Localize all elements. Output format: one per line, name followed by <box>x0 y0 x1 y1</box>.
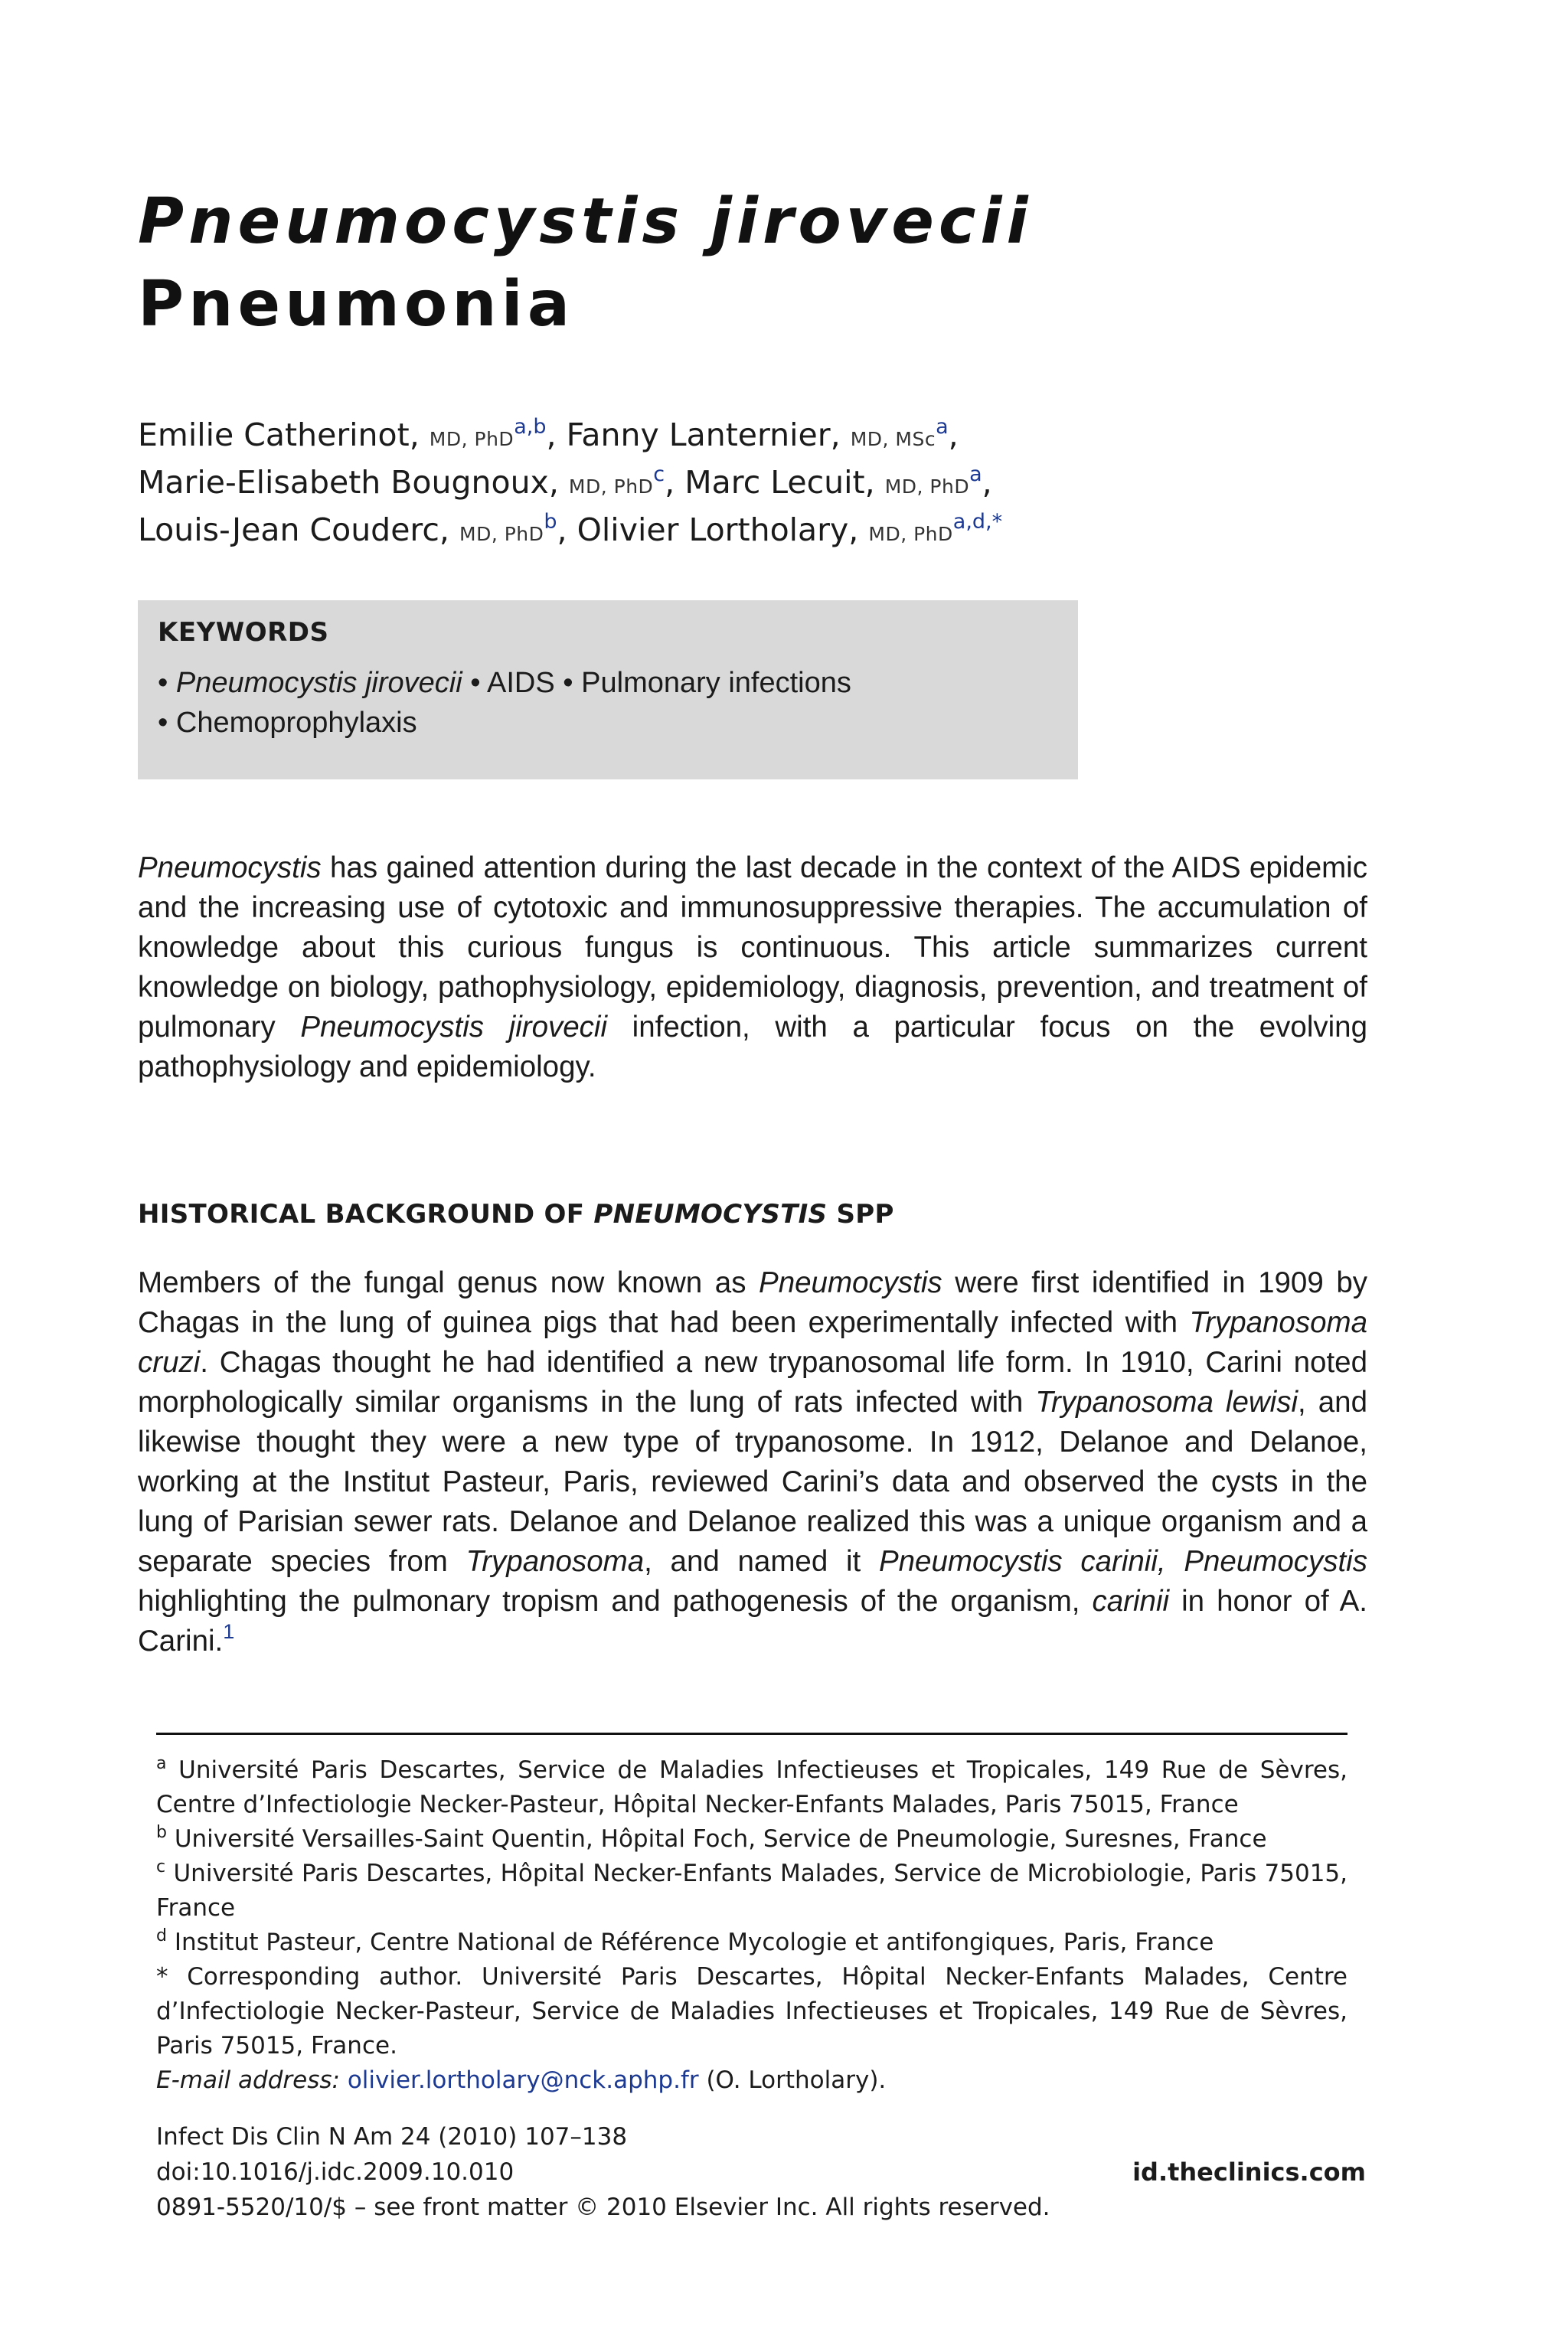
author-separator: , <box>546 416 557 453</box>
footnotes <box>156 1753 1348 2098</box>
body-text: Pneumocystis carinii, Pneumocystis <box>878 1545 1367 1578</box>
body-text: in honor of A. Carini. <box>138 1585 1367 1658</box>
title-line-1: Pneumocystis jirovecii <box>138 185 1033 258</box>
author-degree: MD, PhD <box>459 523 544 545</box>
footnote-mark: b <box>156 1823 167 1842</box>
section-heading <box>138 1199 894 1230</box>
author-degree: MD, PhD <box>429 428 514 450</box>
history-paragraph <box>138 1263 1367 1661</box>
affiliation-ref[interactable]: b <box>544 510 557 534</box>
affiliation-ref[interactable]: c <box>653 462 665 486</box>
keyword-bullet: • <box>470 667 481 699</box>
affiliation-ref[interactable]: a,d,* <box>952 510 1003 534</box>
footnote-text: Université Versailles-Saint Quentin, Hôpital Foch, Service de Pneumologie, Suresnes, France <box>166 1825 1267 1853</box>
email-link[interactable]: olivier.lortholary@nck.aphp.fr <box>347 2066 699 2094</box>
abstract-text: Pneumocystis jirovecii <box>300 1011 608 1044</box>
keyword-bullet: • <box>563 667 573 699</box>
abstract-text: has gained attention during the last decade in the context of the AIDS epidemic and the increasing use of cytotoxic and immunosuppressive therapies. The accumulation of knowledge about this curious fungus is continuous. This article summarizes current knowledge on biology, pathophysiology, epidemiology, diagnosis, prevention, and treatment of pulmonary <box>138 851 1367 1044</box>
keyword-bullet: • <box>158 707 168 739</box>
footnote-c <box>156 1857 1348 1926</box>
author-line-1 <box>138 413 1363 461</box>
author-degree: MD, PhD <box>568 475 654 498</box>
abstract-text: infection, with a particular focus on the evolving pathophysiology and epidemiology. <box>138 1011 1367 1083</box>
copyright-line: 0891-5520/10/$ – see front matter © 2010 Elsevier Inc. All rights reserved. <box>156 2194 1050 2221</box>
author-name: Louis-Jean Couderc, <box>138 511 449 548</box>
author-separator: , <box>948 416 959 453</box>
section-heading-text: HISTORICAL BACKGROUND OF <box>138 1199 594 1230</box>
footnote-text: Université Paris Descartes, Hôpital Necker-Enfants Malades, Service de Microbiologie, Paris 75015, France <box>156 1860 1348 1922</box>
body-text: Trypanosoma <box>466 1545 645 1578</box>
section-heading-text: PNEUMOCYSTIS <box>593 1199 828 1230</box>
author-name: Olivier Lortholary, <box>577 511 859 548</box>
footnote-divider <box>156 1733 1348 1735</box>
keywords-line-1 <box>158 663 1058 703</box>
keywords-line-2 <box>158 703 1058 743</box>
author-list <box>138 413 1363 556</box>
author-line-2 <box>138 461 1363 508</box>
body-text: , and likewise thought they were a new type of trypanosome. In 1912, Delanoe and Delanoe, working at the Institut Pasteur, Paris, reviewed Carini’s data and observed the cysts in the lung of Parisian sewer rats. Delanoe and Delanoe realized this was a unique organism and a separate species from <box>138 1386 1367 1578</box>
keyword-item: Pulmonary infections <box>581 667 851 699</box>
journal-citation: Infect Dis Clin N Am 24 (2010) 107–138 <box>156 2123 628 2151</box>
abstract-text: Pneumocystis <box>138 851 322 884</box>
footnote-d <box>156 1926 1348 1960</box>
body-text: Trypanosoma cruzi <box>138 1306 1367 1379</box>
affiliation-ref[interactable]: a <box>969 462 982 486</box>
footnote-mark: c <box>156 1857 166 1877</box>
affiliation-ref[interactable]: a,b <box>514 415 547 439</box>
footnote-a <box>156 1753 1348 1822</box>
reference-link[interactable]: 1 <box>223 1620 235 1643</box>
abstract-paragraph <box>138 848 1367 1087</box>
author-line-3 <box>138 508 1363 556</box>
body-text: carinii <box>1092 1585 1170 1618</box>
citation-block <box>156 2119 1075 2225</box>
footnote-mark: a <box>156 1754 167 1773</box>
email-line <box>156 2063 1348 2098</box>
body-text: . Chagas thought he had identified a new trypanosomal life form. In 1910, Carini noted morphologically similar organisms in the lung of rats infected with <box>138 1346 1367 1419</box>
footnote-text: Université Paris Descartes, Service de Maladies Infectieuses et Tropicales, 149 Rue de Sèvres, Centre d’Infectiologie Necker-Pasteur, Hôpital Necker-Enfants Malades, Paris 75015, France <box>156 1756 1348 1818</box>
body-text: highlighting the pulmonary tropism and pathogenesis of the organism, <box>138 1585 1093 1618</box>
keyword-item: Chemoprophylaxis <box>175 707 417 739</box>
footnote-text: Institut Pasteur, Centre National de Référence Mycologie et antifongiques, Paris, France <box>166 1929 1214 1956</box>
author-degree: MD, MSc <box>850 428 936 450</box>
author-separator: , <box>982 464 992 501</box>
footnote-mark: d <box>156 1926 167 1945</box>
email-label: E-mail address: <box>156 2066 340 2094</box>
affiliation-ref[interactable]: a <box>936 415 949 439</box>
author-degree: MD, PhD <box>884 475 970 498</box>
author-separator: , <box>665 464 675 501</box>
keyword-item: Pneumocystis jirovecii <box>175 667 462 699</box>
article-title <box>138 181 1286 346</box>
body-text: were first identified in 1909 by Chagas in the lung of guinea pigs that had been experimentally infected with <box>138 1266 1367 1339</box>
section-heading-text: SPP <box>827 1199 894 1230</box>
author-separator: , <box>557 511 567 548</box>
author-degree: MD, PhD <box>868 523 953 545</box>
body-text: Trypanosoma lewisi <box>1035 1386 1298 1419</box>
keyword-item: AIDS <box>487 667 555 699</box>
title-line-2: Pneumonia <box>138 268 575 341</box>
body-text: , and named it <box>644 1545 879 1578</box>
body-text: Pneumocystis <box>759 1266 942 1299</box>
author-name: Fanny Lanternier, <box>566 416 841 453</box>
journal-website[interactable]: id.theclinics.com <box>1132 2158 1366 2187</box>
author-name: Emilie Catherinot, <box>138 416 420 453</box>
author-name: Marc Lecuit, <box>684 464 875 501</box>
corresponding-author: * Corresponding author. Université Paris Descartes, Hôpital Necker-Enfants Malades, Centre d’Infectiologie Necker-Pasteur, Service de Maladies Infectieuses et Tropicales, 149 Rue de Sèvres, Paris 75015, France. <box>156 1963 1348 2060</box>
body-text: Members of the fungal genus now known as <box>138 1266 760 1299</box>
doi[interactable]: doi:10.1016/j.idc.2009.10.010 <box>156 2158 514 2186</box>
keywords-box <box>138 600 1078 779</box>
keywords-heading: KEYWORDS <box>158 617 329 648</box>
footnote-b <box>156 1822 1348 1857</box>
keyword-bullet: • <box>158 667 168 699</box>
email-owner: (O. Lortholary). <box>698 2066 887 2094</box>
author-name: Marie-Elisabeth Bougnoux, <box>138 464 559 501</box>
